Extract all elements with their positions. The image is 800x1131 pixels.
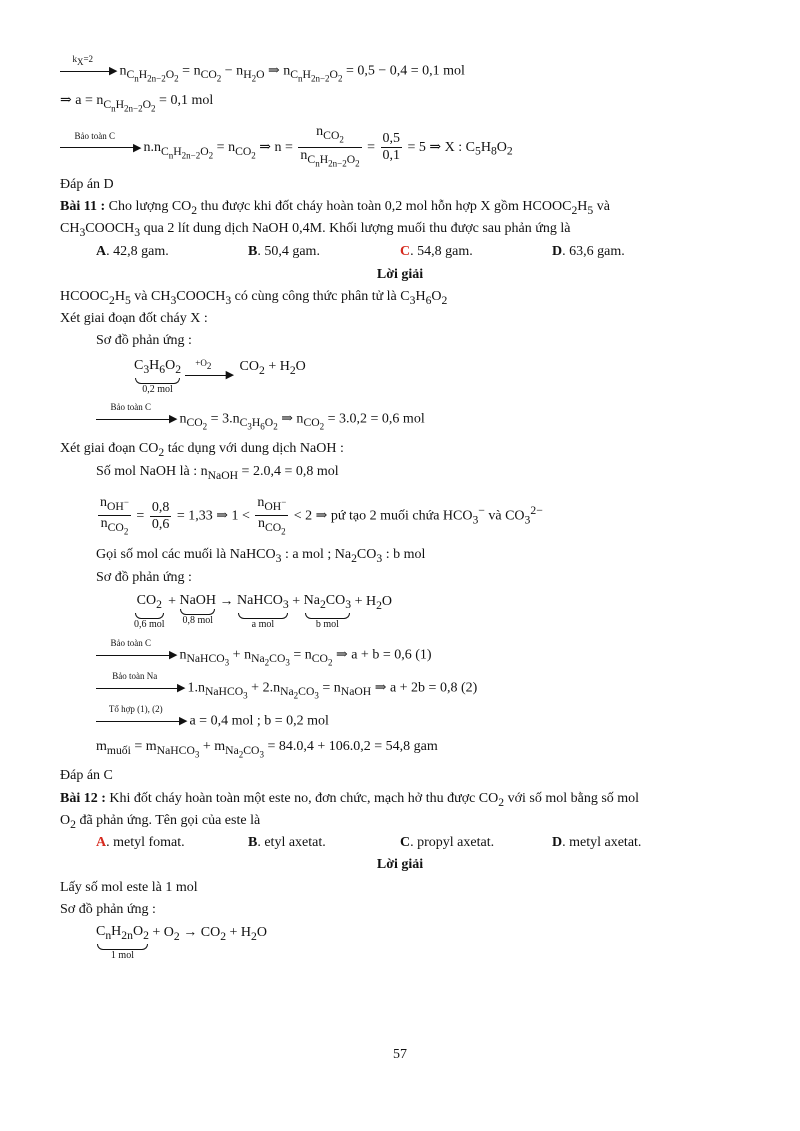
reaction-1: $C_3H_6O_2$ 0,2 mol $+O_2$ ▶ $CO_2 + H_2O$: [134, 358, 306, 395]
equation-a: ⇒ $a = n_{C_nH_{2n-2}O_2} = 0,1$ mol: [60, 93, 214, 114]
equation-bt-na: Bảo toàn Na ▶ $1.n_{NaHCO_3} + 2.n_{Na_2CO_3} = n_{NaOH}$ ⇒ a + 2b = 0,8 (2): [96, 679, 477, 704]
equation-m-muoi: $m_{muối} = m_{NaHCO_3} + m_{Na_2CO_3} = 84.0,4 + 106.0,2 = 54,8$ gam: [96, 739, 438, 760]
xet-dot-chay: Xét giai đoạn đốt cháy X :: [60, 311, 208, 326]
so-do-1: Sơ đồ phản ứng :: [96, 333, 192, 348]
equation-n: Bảo toàn C ▶ $n.n_{C_nH_{2n-2}O_2} = n_{CO_2}$ ⇒ n = $\frac{n_{CO_2}}{n_{C_nH_{2n-2}O_2}}$ = $\frac{0,5}{0,1}$ = 5 ⇒ X : $C_5H_8O_2$: [60, 124, 513, 171]
so-mol-naoh: Số mol NaOH là : $n_{NaOH} = 2.0,4 = 0,8$ mol: [96, 464, 339, 482]
loi-giai-11: Lời giải: [376, 267, 424, 282]
equation-to-hop: Tổ hợp (1), (2) ▶ a = 0,4 mol ; b = 0,2 mol: [96, 712, 329, 730]
reaction-2: $CO_2$ 0,6 mol + NaOH 0,8 mol → NaHCO$_3$ a mol + $Na_2CO_3$ b mol + $H_2O$: [134, 593, 393, 630]
loi-giai-12: Lời giải: [376, 857, 424, 872]
so-do-3: Sơ đồ phản ứng :: [60, 902, 156, 917]
answer-c: Đáp án C: [60, 768, 113, 783]
lay-so-mol: Lấy số mol este là 1 mol: [60, 880, 198, 895]
page-number: 57: [393, 1047, 407, 1062]
bai12-line2: $O_2$ đã phản ứng. Tên gọi của este là: [60, 813, 261, 831]
ratio-equation: $\frac{n_{OH^-}}{n_{CO_2}}$ = $\frac{0,8}{0,6}$ = 1,33 ⇒ 1 < $\frac{n_{OH^-}}{n_{CO_2}}$ < 2 ⇒ pứ tạo 2 muối chứa $HCO_3^-$ và $CO_3^{2-}$: [100, 495, 543, 537]
equation-bt-c: Bảo toàn C ▶ $n_{NaHCO_3} + n_{Na_2CO_3} = n_{CO_2}$ ⇒ a + b = 0,6 (1): [96, 646, 432, 671]
bai11-line2: $CH_3COOCH_3$ qua 2 lít dung dịch NaOH 0,4M. Khối lượng muối thu được sau phản ứng là: [60, 221, 571, 239]
equation-nco2: Bảo toàn C ▶ $n_{CO_2} = 3.n_{C_3H_6O_2}$ ⇒ $n_{CO_2} = 3.0,2 = 0,6$ mol: [96, 410, 425, 435]
bai12-line1: Bài 12 : Khi đốt cháy hoàn toàn một este no, đơn chức, mạch hở thu được $CO_2$ với số mol bằng số mol: [60, 791, 640, 809]
so-do-2: Sơ đồ phản ứng :: [96, 570, 192, 585]
bai11-line1: Bài 11 : Cho lượng $CO_2$ thu được khi đốt cháy hoàn toàn 0,2 mol hỗn hợp X gồm $HCOOC_2H_5$ và: [60, 199, 610, 217]
answer-d: Đáp án D: [60, 177, 114, 192]
reaction-3: $C_nH_{2n}O_2$ 1 mol + $O_2 \to CO_2 + H_2O$: [96, 924, 267, 961]
equation-kx: $k_X=2$ ▶ $n_{C_nH_{2n-2}O_2} = n_{CO_2} - n_{H_2O}$ ⇒ $n_{C_nH_{2n-2}O_2} = 0,5 - 0,4 = 0,1$ mol: [60, 62, 465, 87]
xet-co2-naoh: Xét giai đoạn $CO_2$ tác dụng với dung dịch NaOH :: [60, 441, 344, 459]
same-formula: $HCOOC_2H_5$ và $CH_3COOCH_3$ có cùng công thức phân tử là $C_3H_6O_2$: [60, 289, 448, 307]
goi-so-mol: Gọi số mol các muối là NaHCO$_3$ : a mol ; $Na_2CO_3$ : b mol: [96, 547, 426, 565]
